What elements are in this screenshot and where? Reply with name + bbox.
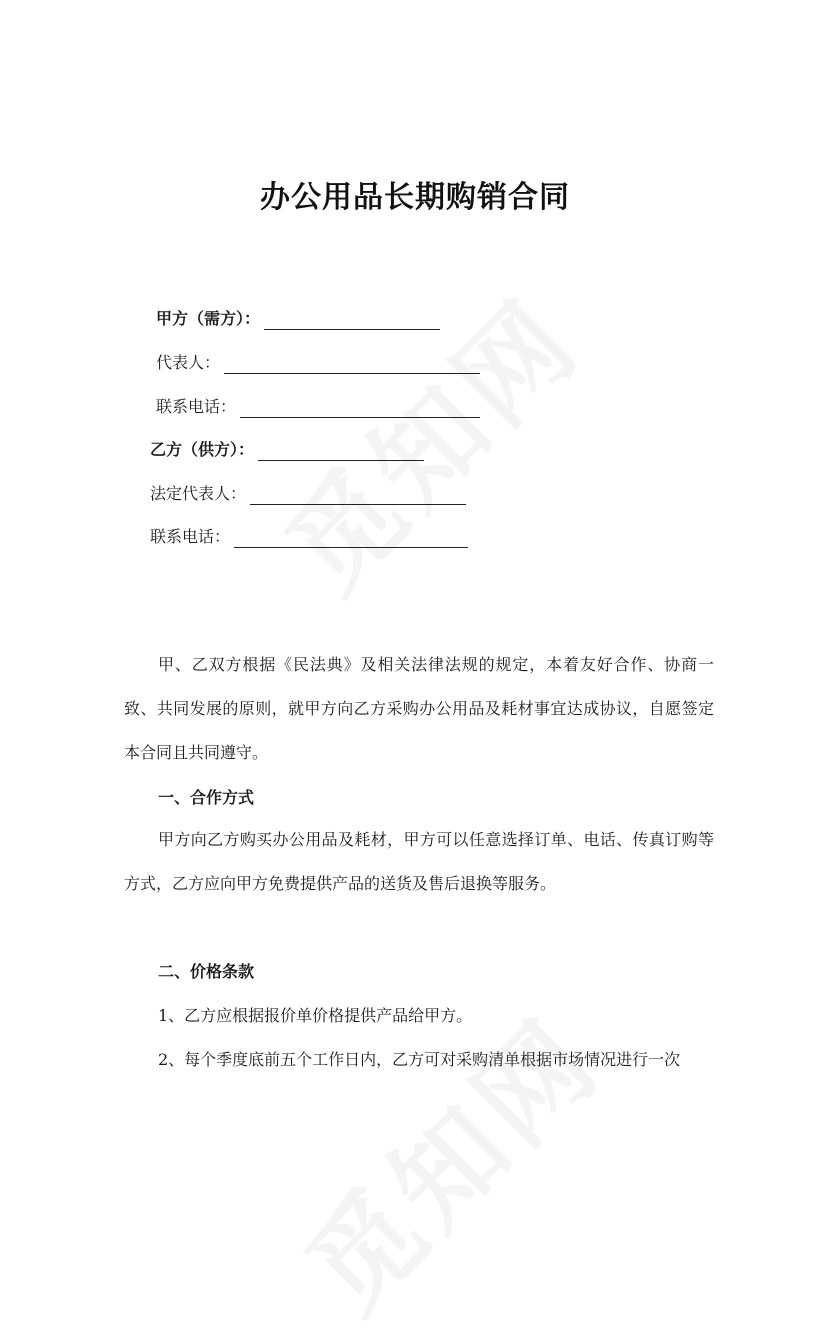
party-b-blank[interactable] <box>258 442 424 461</box>
representative-field <box>156 352 480 374</box>
section-1-body: 甲方向乙方购买办公用品及耗材，甲方可以任意选择订单、电话、传真订购等方式，乙方应向甲方免费提供产品的送货及售后退换等服务。 <box>124 830 714 893</box>
section-2-item-1: 1、乙方应根据报价单价格提供产品给甲方。 <box>158 1006 473 1025</box>
representative-blank[interactable] <box>224 355 480 374</box>
party-b-label: 乙方（供方）： <box>150 440 255 459</box>
representative-label: 代表人： <box>156 353 221 372</box>
legal-rep-blank[interactable] <box>250 486 466 505</box>
party-a-label: 甲方（需方）： <box>156 309 261 328</box>
party-b-phone-label: 联系电话： <box>150 527 231 546</box>
legal-rep-label: 法定代表人： <box>150 484 247 503</box>
section-2-item-2: 2、每个季度底前五个工作日内，乙方可对采购清单根据市场情况进行一次 <box>158 1050 681 1069</box>
watermark <box>266 978 628 1340</box>
section-1-heading: 一、合作方式 <box>158 788 255 807</box>
party-b-phone-field <box>150 526 468 548</box>
party-a-phone-label: 联系电话： <box>156 397 237 416</box>
party-a-blank[interactable] <box>264 311 440 330</box>
party-a-field <box>156 308 440 330</box>
party-b-field <box>150 439 424 461</box>
party-b-phone-blank[interactable] <box>234 529 468 548</box>
intro-paragraph: 甲、乙双方根据《民法典》及相关法律法规的规定，本着友好合作、协商一致、共同发展的原则，就甲方向乙方采购办公用品及耗材事宜达成协议，自愿签定本合同且共同遵守。 <box>124 655 714 762</box>
document-title: 办公用品长期购销合同 <box>260 180 570 215</box>
section-2-heading: 二、价格条款 <box>158 962 255 981</box>
party-a-phone-blank[interactable] <box>240 399 480 418</box>
party-a-phone-field <box>156 396 480 418</box>
legal-rep-field <box>150 483 466 505</box>
